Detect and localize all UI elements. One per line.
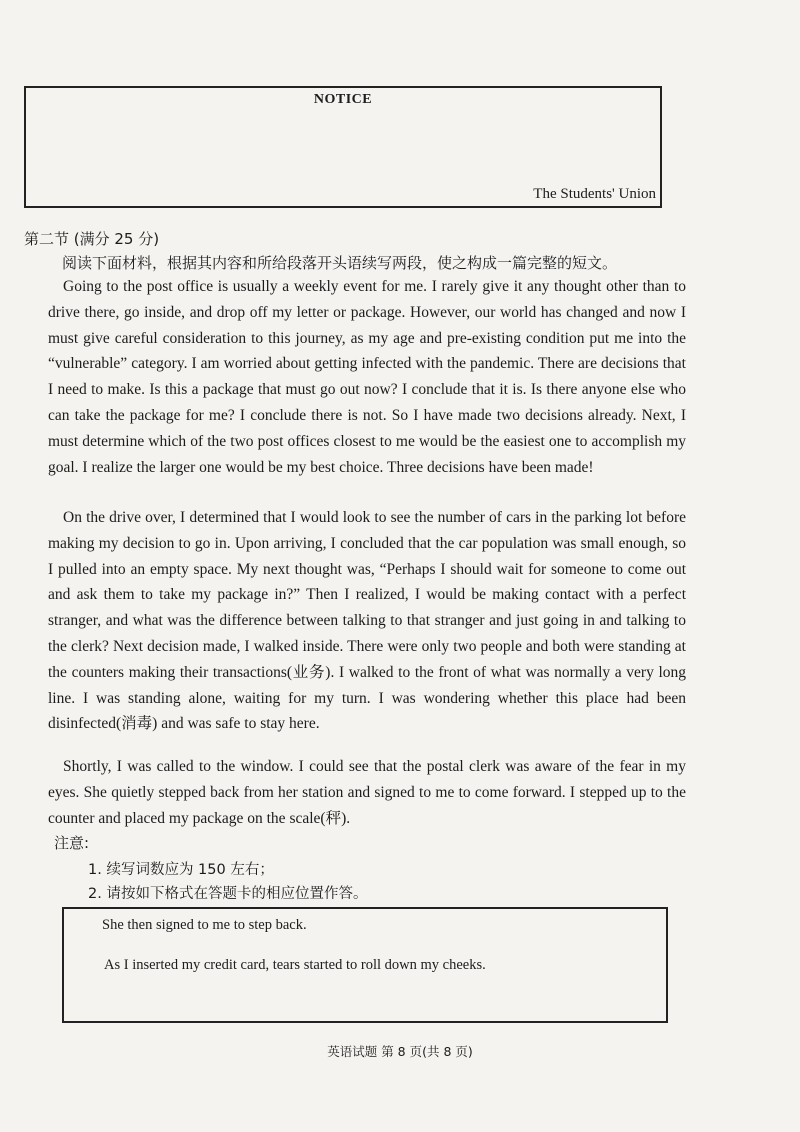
notice-title: NOTICE [313, 92, 373, 107]
notice-signature: The Students' Union [533, 186, 656, 202]
passage-paragraph-1: Going to the post office is usually a weekly event for me. I rarely give it any thought other than to drive there, go inside, and drop off my letter or package. However, our world has changed and now I must give careful consideration to this journey, as my age and pre-existing condition put me into the “vulnerable” category. I am worried about getting infected with the pandemic. There are decisions that I need to make. Is this a package that must go out now? I conclude that it is. Is there anyone else who can take the package for me? I conclude there is not. So I have made two decisions already. Next, I must determine which of the two post offices closest to me would be the easiest one to accomplish my goal. I realize the larger one would be my best choice. Three decisions have been made! [48, 278, 686, 476]
section-instruction: 阅读下面材料，根据其内容和所给段落开头语续写两段，使之构成一篇完整的短文。 [62, 254, 618, 272]
answer-opening-line-2: As I inserted my credit card, tears started to roll down my cheeks. [104, 957, 486, 973]
passage-paragraph-2: On the drive over, I determined that I would look to see the number of cars in the parking lot before making my decision to go in. Upon arriving, I concluded that the car population was small enough, so I pulled into an empty space. My next thought was, “Perhaps I should wait for someone to come out and ask them to take my package in?” Then I realized, I would be making contact with a perfect stranger, and what was the difference between talking to that stranger and just going in and talking to the clerk? Next decision made, I walked inside. There were only two people and both were standing at the counters making their transactions(业务). I walked to the front of what was normally a very long line. I was standing alone, waiting for my turn. I was wondering whether this place had been disinfected(消毒) and was safe to stay here. [48, 509, 686, 733]
answer-opening-line-1: She then signed to me to step back. [102, 917, 307, 933]
note-item-2: 2. 请按如下格式在答题卡的相应位置作答。 [88, 886, 368, 902]
notes-label: 注意: [54, 834, 90, 852]
page-footer: 英语试题 第 8 页(共 8 页) [327, 1044, 473, 1059]
note-item-1: 1. 续写词数应为 150 左右； [88, 862, 274, 878]
section-heading: 第二节 (满分 25 分) [24, 230, 160, 248]
answer-box [62, 907, 668, 1023]
passage-paragraph-3: Shortly, I was called to the window. I could see that the postal clerk was aware of the fear in my eyes. She quietly stepped back from her station and signed to me to come forward. I stepped up to the counter and placed my package on the scale(秤). [48, 758, 686, 827]
notice-box [24, 86, 662, 208]
